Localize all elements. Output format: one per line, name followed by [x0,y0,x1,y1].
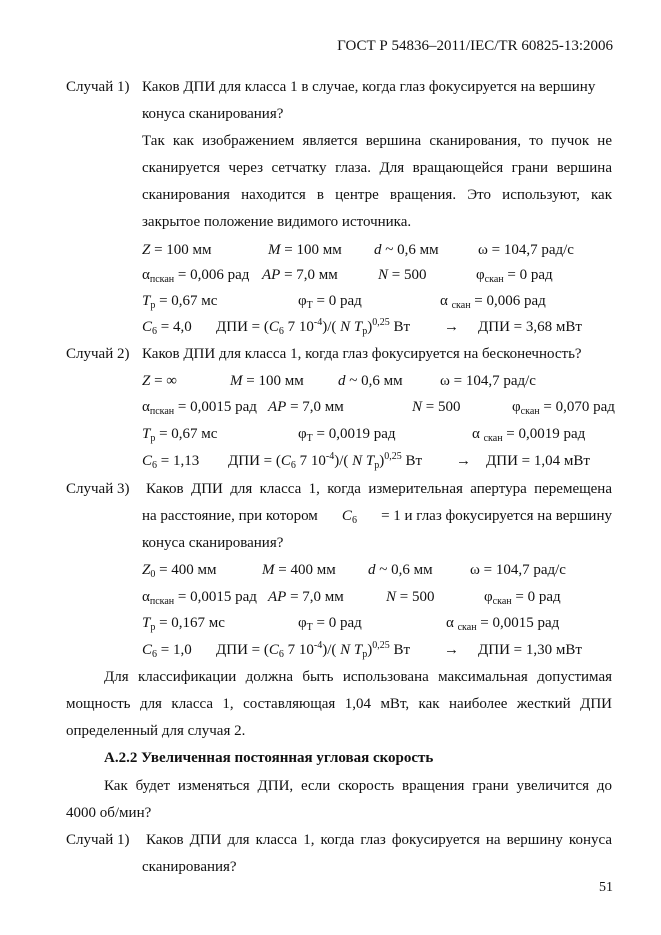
case-3-param-alpha-scan: α $_{скан}$ = 0,0015 рад [446,615,560,633]
case-1-param-d: d ~ 0,6 мм [374,242,439,258]
case-2-label: Случай 2) [66,346,130,362]
case-1-text-line-1: Так как изображением является вершина сканирования, то пучок не [142,133,612,149]
case-3-question-line-3: конуса сканирования? [142,535,284,551]
case-2-param-omega: ω = 104,7 рад/с [440,373,536,389]
case-1-param-phi-t: $\varphi_T = 0$ рад [298,293,362,311]
case-1-param-m: M = 100 мм [268,242,342,258]
case-3-dpi-formula: ДПИ = ($C_6$ 7 $10^{-4})/$( N $T_р)^{0,25}$ Вт [216,640,411,660]
case-1-param-tp: $T_р = 0,67$ мс [142,293,218,311]
page-number: 51 [599,880,613,895]
case-1-param-omega: ω = 104,7 рад/с [478,242,574,258]
case-3-question-line-1: Каков ДПИ для класса 1, когда измерительная апертура перемещена [146,481,612,497]
case-2-param-tp: $T_р = 0,67$ мс [142,426,218,444]
case-1-param-c6: $C_6 = 4,0$ [142,319,192,337]
case-3-result: ДПИ = 1,30 мВт [478,642,582,658]
case-2-param-alpha-pscan: $\alpha_{пскан} = 0,0015$ рад [142,399,257,417]
case-2-param-phi-scan: $\varphi_{скан} = 0,070$ рад [512,399,615,417]
case-1-text-line-4: закрытое положение видимого источника. [142,214,412,230]
case-3-param-phi-t: $\varphi_T = 0$ рад [298,615,362,633]
conclusion-line-1: Для классификации должна быть использована максимальная допустимая [104,669,612,685]
case-1-param-alpha-pscan: $\alpha_{пскан} = 0,006$ рад [142,267,250,285]
case-1-text-line-3: сканирования находится в центре вращения. Это используют, как [142,187,612,203]
arrow-icon: → [444,319,459,335]
conclusion-line-3: определенный для случая 2. [66,723,246,739]
case-3-param-z: $Z_0 = 400$ мм [142,562,217,580]
case-3-param-alpha-pscan: $\alpha_{пскан} = 0,0015$ рад [142,589,257,607]
case-3-param-m: M = 400 мм [262,562,336,578]
case-1-label: Случай 1) [66,79,130,95]
page-header: ГОСТ Р 54836–2011/IEC/TR 60825-13:2006 [337,38,613,54]
case-2-param-alpha-scan: α $_{скан}$ = 0,0019 рад [472,426,586,444]
case-1-rotation-question-line-1: Каков ДПИ для класса 1, когда глаз фокусируется на вершину конуса [146,832,612,848]
case-2-result: ДПИ = 1,04 мВт [486,453,590,469]
case-1-rotation-question-line-2: сканирования? [142,859,237,875]
case-2-param-d: d ~ 0,6 мм [338,373,403,389]
case-1-param-alpha-scan: α $_{скан}$ = 0,006 рад [440,293,546,311]
question-line-1: Как будет изменяться ДПИ, если скорость вращения грани увеличится до [104,778,612,794]
case-2-param-c6: $C_6 = 1,13$ [142,453,200,471]
case-1-text-line-2: сканируется через сетчатку глаза. Для вращающейся грани вершина [142,160,612,176]
case-3-param-omega: ω = 104,7 рад/с [470,562,566,578]
case-1-question-line-2: конуса сканирования? [142,106,284,122]
arrow-icon: → [456,453,471,469]
case-2-param-n: N = 500 [412,399,461,415]
case-3-param-ap: AP = 7,0 мм [268,589,344,605]
section-heading: А.2.2 Увеличенная постоянная угловая скорость [104,750,434,766]
case-1-result: ДПИ = 3,68 мВт [478,319,582,335]
case-1-dpi-formula: ДПИ = ($C_6$ 7 $10^{-4})/$( N $T_р)^{0,25}$ Вт [216,317,411,337]
case-1-param-n: N = 500 [378,267,427,283]
case-2-param-ap: AP = 7,0 мм [268,399,344,415]
case-3-param-phi-scan: $\varphi_{скан} = 0$ рад [484,589,561,607]
arrow-icon: → [444,642,459,658]
question-line-2: 4000 об/мин? [66,805,152,821]
case-3-param-d: d ~ 0,6 мм [368,562,433,578]
case-2-param-m: M = 100 мм [230,373,304,389]
case-1-param-phi-scan: $\varphi_{скан} = 0$ рад [476,267,553,285]
case-1-param-ap: AP = 7,0 мм [262,267,338,283]
case-2-question: Каков ДПИ для класса 1, когда глаз фокусируется на бесконечность? [142,346,582,362]
case-3-param-n: N = 500 [386,589,435,605]
case-1-rotation-label: Случай 1) [66,832,130,848]
case-3-param-c6: $C_6 = 1,0$ [142,642,192,660]
case-1-question-line-1: Каков ДПИ для класса 1 в случае, когда глаз фокусируется на вершину [142,79,596,95]
case-2-dpi-formula: ДПИ = ($C_6$ 7 $10^{-4})/$( N $T_р)^{0,25}$ Вт [228,451,423,471]
case-3-param-tp: $T_р = 0,167$ мс [142,615,225,633]
case-2-param-z: Z = ∞ [142,373,177,389]
case-3-question-line-2: на расстояние, при котором $C_6$ = 1 и глаз фокусируется на вершину [142,508,612,526]
case-1-param-z: Z = 100 мм [142,242,212,258]
case-2-param-phi-t: $\varphi_T = 0,0019$ рад [298,426,396,444]
case-3-label: Случай 3) [66,481,130,497]
conclusion-line-2: мощность для класса 1, составляющая 1,04 мВт, как наиболее жесткий ДПИ [66,696,612,712]
